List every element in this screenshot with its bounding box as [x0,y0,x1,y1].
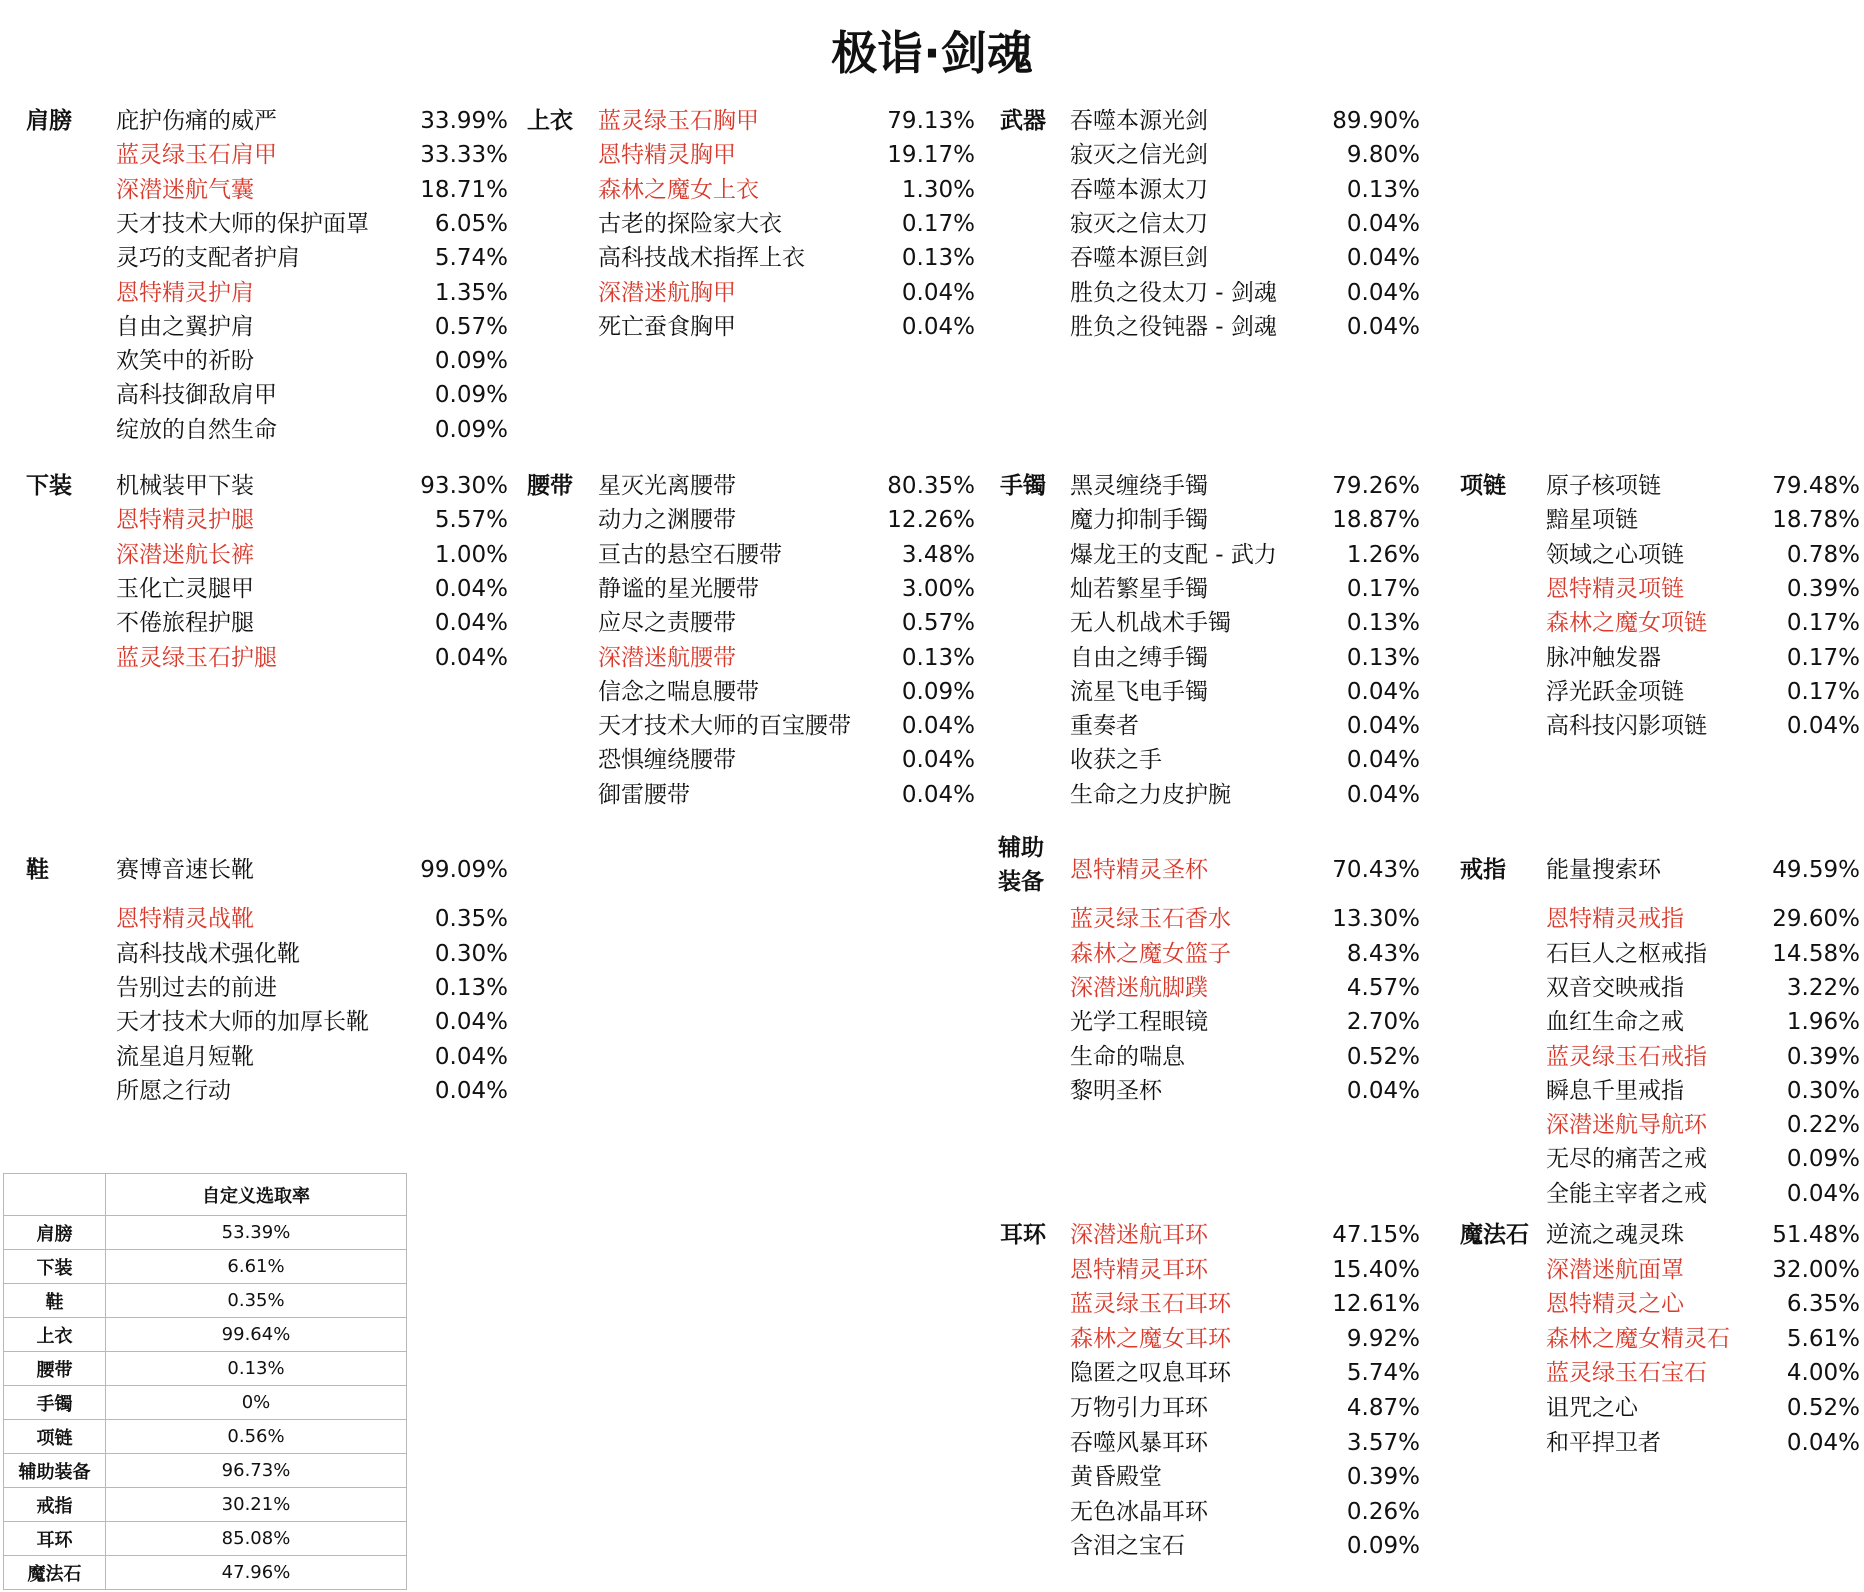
equipment-name: 双音交映戒指 [1546,974,1684,1001]
custom-rate-value: 30.21% [106,1488,407,1522]
equipment-pick-rate: 47.15% [1332,1222,1420,1248]
equipment-pick-rate: 3.57% [1346,1429,1420,1456]
equipment-pick-rate: 0.04% [901,747,975,774]
custom-rate-row [4,1250,407,1284]
equipment-name: 高科技闪影项链 [1546,713,1707,740]
category-label: 魔法石 [1460,1222,1529,1248]
custom-rate-category: 腰带 [4,1352,106,1386]
custom-rate-category: 肩膀 [4,1216,106,1250]
equipment-pick-rate: 1.26% [1346,541,1420,568]
equipment-name: 高科技御敌肩甲 [116,382,277,409]
equipment-name: 高科技战术强化靴 [116,940,300,967]
equipment-name: 森林之魔女精灵石 [1546,1325,1730,1352]
equipment-pick-rate: 0.09% [1786,1146,1860,1173]
category-label: 武器 [1000,108,1046,134]
equipment-pick-rate: 0.22% [1786,1112,1860,1139]
equipment-pick-rate: 0.35% [434,906,508,933]
equipment-name: 古老的探险家大衣 [598,210,782,237]
custom-rate-value: 0% [106,1386,407,1420]
equipment-pick-rate: 0.13% [1346,644,1420,671]
custom-rate-table-header: 自定义选取率 [106,1174,407,1216]
equipment-name: 和平捍卫者 [1546,1429,1661,1456]
category-label: 戒指 [1460,857,1506,883]
equipment-pick-rate: 0.04% [1346,313,1420,340]
equipment-pick-rate: 0.39% [1786,575,1860,602]
equipment-name: 恩特精灵护肩 [116,279,254,306]
equipment-name: 静谧的星光腰带 [598,575,759,602]
equipment-pick-rate: 0.04% [901,781,975,808]
custom-rate-table [3,1173,407,1590]
custom-rate-category: 辅助装备 [4,1454,106,1488]
equipment-name: 自由之缚手镯 [1070,644,1208,671]
equipment-name: 脉冲触发器 [1546,644,1661,671]
equipment-name: 信念之喘息腰带 [598,678,759,705]
category-label: 上衣 [527,108,573,134]
equipment-pick-rate: 49.59% [1772,857,1860,883]
equipment-name: 生命之力皮护腕 [1070,781,1231,808]
equipment-pick-rate: 0.39% [1346,1464,1420,1491]
equipment-pick-rate: 99.09% [420,857,508,883]
custom-rate-table-corner [4,1174,106,1216]
equipment-pick-rate: 0.17% [1786,644,1860,671]
equipment-name: 蓝灵绿玉石护腿 [116,644,277,671]
custom-rate-row [4,1420,407,1454]
equipment-pick-rate: 0.04% [1346,245,1420,272]
custom-rate-row [4,1556,407,1590]
category-label: 项链 [1460,473,1506,499]
custom-rate-value: 0.13% [106,1352,407,1386]
custom-rate-category: 戒指 [4,1488,106,1522]
equipment-pick-rate: 79.13% [887,108,975,134]
equipment-pick-rate: 0.39% [1786,1043,1860,1070]
category-label: 耳环 [1000,1222,1046,1248]
equipment-name: 黎明圣杯 [1070,1077,1162,1104]
category-label: 辅助装备 [998,835,1044,895]
equipment-pick-rate: 0.09% [901,678,975,705]
equipment-pick-rate: 0.17% [1786,678,1860,705]
custom-rate-category: 耳环 [4,1522,106,1556]
equipment-name: 吞噬本源光剑 [1070,108,1208,134]
custom-rate-category: 项链 [4,1420,106,1454]
equipment-pick-rate: 0.52% [1786,1395,1860,1421]
equipment-name: 恐惧缠绕腰带 [598,747,736,774]
custom-rate-category: 上衣 [4,1318,106,1352]
equipment-name: 玉化亡灵腿甲 [116,575,254,602]
equipment-name: 生命的喘息 [1070,1043,1185,1070]
equipment-pick-rate: 13.30% [1332,906,1420,933]
equipment-name: 光学工程眼镜 [1070,1009,1208,1036]
equipment-name: 浮光跃金项链 [1546,678,1684,705]
equipment-name: 收获之手 [1070,747,1162,774]
custom-rate-category: 魔法石 [4,1556,106,1590]
equipment-name: 赛博音速长靴 [116,857,254,883]
equipment-pick-rate: 0.26% [1346,1498,1420,1525]
equipment-pick-rate: 1.30% [901,176,975,203]
equipment-name: 应尽之责腰带 [598,610,736,637]
equipment-pick-rate: 29.60% [1772,906,1860,933]
equipment-pick-rate: 0.04% [1346,747,1420,774]
equipment-name: 自由之翼护肩 [116,313,254,340]
equipment-pick-rate: 19.17% [887,142,975,169]
equipment-pick-rate: 0.04% [1346,210,1420,237]
equipment-pick-rate: 18.87% [1332,507,1420,534]
equipment-name: 无尽的痛苦之戒 [1546,1146,1707,1173]
equipment-name: 深潜迷航胸甲 [598,279,736,306]
equipment-pick-rate: 79.48% [1772,473,1860,499]
equipment-name: 恩特精灵圣杯 [1070,857,1208,883]
equipment-name: 恩特精灵戒指 [1546,906,1684,933]
equipment-name: 动力之渊腰带 [598,507,736,534]
equipment-name: 亘古的悬空石腰带 [598,541,782,568]
equipment-name: 蓝灵绿玉石肩甲 [116,142,277,169]
equipment-name: 万物引力耳环 [1070,1395,1208,1421]
equipment-pick-rate: 0.13% [901,644,975,671]
equipment-name: 血红生命之戒 [1546,1009,1684,1036]
custom-rate-category: 手镯 [4,1386,106,1420]
equipment-pick-rate: 0.04% [434,1043,508,1070]
equipment-pick-rate: 0.04% [901,713,975,740]
category-label: 手镯 [1000,473,1046,499]
page-title: 极诣·剑魂 [831,26,1033,80]
equipment-name: 寂灭之信太刀 [1070,210,1208,237]
equipment-pick-rate: 6.05% [434,210,508,237]
equipment-name: 天才技术大师的百宝腰带 [598,713,851,740]
category-label: 腰带 [527,473,573,499]
equipment-name: 蓝灵绿玉石香水 [1070,906,1231,933]
equipment-name: 魔力抑制手镯 [1070,507,1208,534]
equipment-name: 深潜迷航耳环 [1070,1222,1208,1248]
equipment-name: 隐匿之叹息耳环 [1070,1360,1231,1387]
equipment-name: 恩特精灵耳环 [1070,1256,1208,1283]
equipment-name: 吞噬本源巨剑 [1070,245,1208,272]
equipment-name: 天才技术大师的保护面罩 [116,210,369,237]
equipment-pick-rate: 0.04% [901,313,975,340]
equipment-pick-rate: 80.35% [887,473,975,499]
equipment-name: 庇护伤痛的威严 [116,108,277,134]
equipment-pick-rate: 0.78% [1786,541,1860,568]
custom-rate-value: 47.96% [106,1556,407,1590]
equipment-pick-rate: 9.92% [1346,1325,1420,1352]
custom-rate-row [4,1284,407,1318]
equipment-pick-rate: 0.04% [1346,1077,1420,1104]
custom-rate-row [4,1522,407,1556]
equipment-name: 恩特精灵之心 [1546,1291,1684,1318]
equipment-pick-rate: 3.22% [1786,974,1860,1001]
equipment-pick-rate: 51.48% [1772,1222,1860,1248]
equipment-pick-rate: 0.04% [434,575,508,602]
equipment-name: 诅咒之心 [1546,1395,1638,1421]
equipment-name: 吞噬风暴耳环 [1070,1429,1208,1456]
equipment-pick-rate: 79.26% [1332,473,1420,499]
equipment-name: 恩特精灵战靴 [116,906,254,933]
custom-rate-value: 99.64% [106,1318,407,1352]
equipment-pick-rate: 70.43% [1332,857,1420,883]
equipment-pick-rate: 18.71% [420,176,508,203]
custom-rate-value: 96.73% [106,1454,407,1488]
equipment-pick-rate: 2.70% [1346,1009,1420,1036]
equipment-name: 高科技战术指挥上衣 [598,245,805,272]
equipment-name: 灿若繁星手镯 [1070,575,1208,602]
equipment-name: 蓝灵绿玉石宝石 [1546,1360,1707,1387]
equipment-pick-rate: 6.35% [1786,1291,1860,1318]
equipment-name: 寂灭之信光剑 [1070,142,1208,169]
equipment-name: 恩特精灵护腿 [116,507,254,534]
equipment-pick-rate: 3.00% [901,575,975,602]
equipment-pick-rate: 0.57% [901,610,975,637]
custom-rate-row [4,1454,407,1488]
equipment-pick-rate: 89.90% [1332,108,1420,134]
equipment-name: 吞噬本源太刀 [1070,176,1208,203]
equipment-pick-rate: 0.04% [434,1009,508,1036]
equipment-pick-rate: 0.09% [434,416,508,443]
equipment-name: 所愿之行动 [116,1077,231,1104]
equipment-name: 欢笑中的祈盼 [116,348,254,375]
equipment-pick-rate: 0.09% [1346,1533,1420,1560]
equipment-pick-rate: 9.80% [1346,142,1420,169]
equipment-name: 全能主宰者之戒 [1546,1180,1707,1207]
equipment-pick-rate: 0.04% [1346,713,1420,740]
custom-rate-row [4,1352,407,1386]
custom-rate-category: 鞋 [4,1284,106,1318]
custom-rate-category: 下装 [4,1250,106,1284]
equipment-pick-rate: 8.43% [1346,940,1420,967]
equipment-name: 深潜迷航面罩 [1546,1256,1684,1283]
equipment-name: 逆流之魂灵珠 [1546,1222,1684,1248]
equipment-name: 天才技术大师的加厚长靴 [116,1009,369,1036]
equipment-name: 黑灵缠绕手镯 [1070,473,1208,499]
equipment-pick-rate: 0.30% [1786,1077,1860,1104]
equipment-name: 御雷腰带 [598,781,690,808]
equipment-name: 蓝灵绿玉石耳环 [1070,1291,1231,1318]
equipment-name: 胜负之役钝器 - 剑魂 [1070,313,1277,340]
equipment-name: 恩特精灵胸甲 [598,142,736,169]
custom-rate-value: 53.39% [106,1216,407,1250]
equipment-pick-rate: 0.09% [434,382,508,409]
equipment-name: 深潜迷航脚蹼 [1070,974,1208,1001]
equipment-pick-rate: 0.13% [1346,610,1420,637]
equipment-pick-rate: 0.13% [1346,176,1420,203]
equipment-pick-rate: 0.04% [1786,713,1860,740]
equipment-pick-rate: 0.09% [434,348,508,375]
equipment-name: 蓝灵绿玉石戒指 [1546,1043,1707,1070]
equipment-pick-rate: 0.04% [901,279,975,306]
custom-rate-row [4,1216,407,1250]
equipment-pick-rate: 3.48% [901,541,975,568]
equipment-pick-rate: 4.00% [1786,1360,1860,1387]
equipment-name: 瞬息千里戒指 [1546,1077,1684,1104]
equipment-pick-rate: 0.04% [1346,279,1420,306]
equipment-name: 星灭光离腰带 [598,473,736,499]
equipment-name: 流星飞电手镯 [1070,678,1208,705]
equipment-name: 深潜迷航腰带 [598,644,736,671]
equipment-pick-rate: 12.26% [887,507,975,534]
equipment-name: 森林之魔女耳环 [1070,1325,1231,1352]
equipment-name: 森林之魔女篮子 [1070,940,1231,967]
equipment-pick-rate: 0.30% [434,940,508,967]
equipment-name: 无色冰晶耳环 [1070,1498,1208,1525]
equipment-pick-rate: 0.17% [901,210,975,237]
equipment-name: 蓝灵绿玉石胸甲 [598,108,759,134]
equipment-name: 原子核项链 [1546,473,1661,499]
category-label: 鞋 [26,857,49,883]
equipment-pick-rate: 14.58% [1772,940,1860,967]
equipment-pick-rate: 0.04% [1346,781,1420,808]
custom-rate-value: 0.56% [106,1420,407,1454]
equipment-pick-rate: 1.35% [434,279,508,306]
equipment-name: 胜负之役太刀 - 剑魂 [1070,279,1277,306]
equipment-pick-rate: 15.40% [1332,1256,1420,1283]
custom-rate-value: 6.61% [106,1250,407,1284]
equipment-name: 重奏者 [1070,713,1139,740]
equipment-name: 告别过去的前进 [116,974,277,1001]
equipment-name: 黄昏殿堂 [1070,1464,1162,1491]
equipment-pick-rate: 0.04% [1786,1429,1860,1456]
equipment-pick-rate: 0.17% [1346,575,1420,602]
equipment-name: 死亡蚕食胸甲 [598,313,736,340]
equipment-name: 无人机战术手镯 [1070,610,1231,637]
equipment-pick-rate: 0.57% [434,313,508,340]
equipment-name: 森林之魔女项链 [1546,610,1707,637]
custom-rate-value: 85.08% [106,1522,407,1556]
equipment-name: 深潜迷航气囊 [116,176,254,203]
equipment-name: 爆龙王的支配 - 武力 [1070,541,1277,568]
equipment-pick-rate: 0.04% [434,610,508,637]
equipment-pick-rate: 32.00% [1772,1256,1860,1283]
equipment-pick-rate: 5.61% [1786,1325,1860,1352]
custom-rate-value: 0.35% [106,1284,407,1318]
custom-rate-row [4,1386,407,1420]
category-label: 下装 [26,473,72,499]
equipment-name: 黯星项链 [1546,507,1638,534]
equipment-name: 含泪之宝石 [1070,1533,1185,1560]
equipment-name: 能量搜索环 [1546,857,1661,883]
equipment-name: 绽放的自然生命 [116,416,277,443]
equipment-pick-rate: 1.96% [1786,1009,1860,1036]
equipment-name: 深潜迷航长裤 [116,541,254,568]
equipment-pick-rate: 33.99% [420,108,508,134]
equipment-pick-rate: 0.04% [434,1077,508,1104]
equipment-name: 恩特精灵项链 [1546,575,1684,602]
equipment-pick-rate: 0.04% [434,644,508,671]
custom-rate-table-header-row [4,1174,407,1216]
equipment-pick-rate: 5.74% [1346,1360,1420,1387]
equipment-name: 机械装甲下装 [116,473,254,499]
equipment-name: 石巨人之枢戒指 [1546,940,1707,967]
equipment-pick-rate: 12.61% [1332,1291,1420,1318]
equipment-pick-rate: 33.33% [420,142,508,169]
equipment-name: 深潜迷航导航环 [1546,1112,1707,1139]
equipment-pick-rate: 0.17% [1786,610,1860,637]
equipment-pick-rate: 18.78% [1772,507,1860,534]
category-label: 肩膀 [26,108,72,134]
equipment-pick-rate: 93.30% [420,473,508,499]
equipment-name: 森林之魔女上衣 [598,176,759,203]
equipment-name: 领域之心项链 [1546,541,1684,568]
equipment-pick-rate: 5.74% [434,245,508,272]
equipment-pick-rate: 0.04% [1346,678,1420,705]
equipment-pick-rate: 0.52% [1346,1043,1420,1070]
custom-rate-row [4,1318,407,1352]
equipment-pick-rate: 1.00% [434,541,508,568]
custom-rate-row [4,1488,407,1522]
equipment-pick-rate: 4.87% [1346,1395,1420,1421]
equipment-pick-rate: 0.04% [1786,1180,1860,1207]
equipment-name: 灵巧的支配者护肩 [116,245,300,272]
equipment-name: 不倦旅程护腿 [116,610,254,637]
equipment-pick-rate: 0.13% [434,974,508,1001]
equipment-pick-rate: 5.57% [434,507,508,534]
equipment-pick-rate: 0.13% [901,245,975,272]
equipment-pick-rate: 4.57% [1346,974,1420,1001]
equipment-name: 流星追月短靴 [116,1043,254,1070]
